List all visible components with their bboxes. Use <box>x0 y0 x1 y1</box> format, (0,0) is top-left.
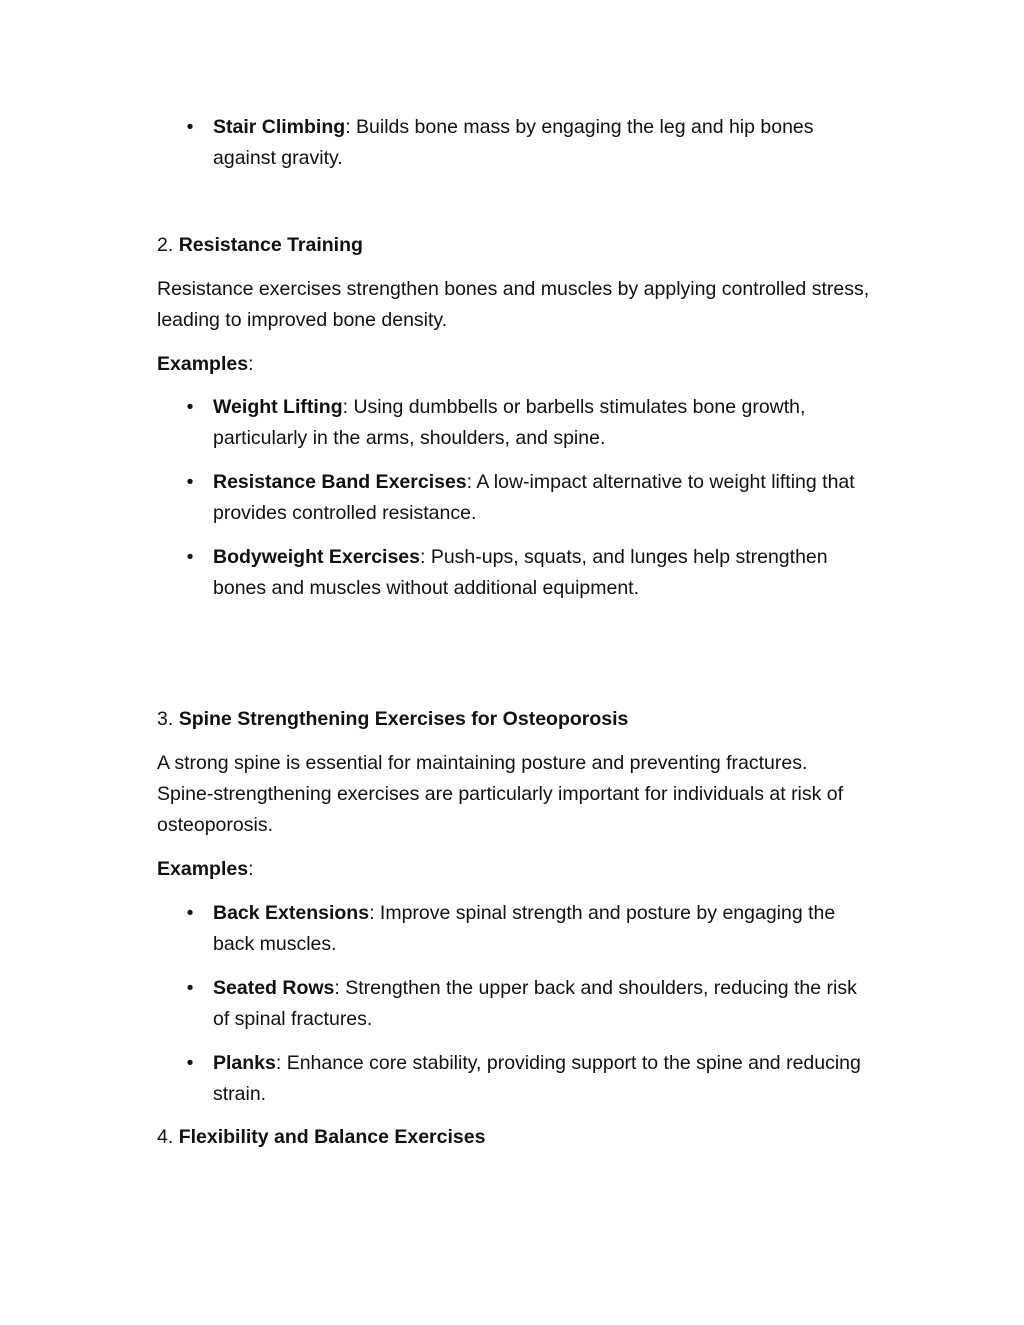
bullet-marker: • <box>186 546 194 568</box>
list-item-description: : Improve spinal strength and posture by engaging the back muscles. <box>213 902 836 955</box>
list-item-text <box>213 467 877 529</box>
examples-suffix: : <box>248 353 254 375</box>
list-item-term: Stair Climbing <box>213 116 346 138</box>
list-item-text <box>213 542 877 604</box>
list-item-description: : A low-impact alternative to weight lifting that provides controlled resistance. <box>213 471 855 524</box>
bullet-marker: • <box>186 1052 194 1074</box>
body-paragraph: Resistance exercises strengthen bones and muscles by applying controlled stress, leading to improved bone density. <box>157 278 870 331</box>
list-item-term: Resistance Band Exercises <box>213 471 467 493</box>
list-item-term: Back Extensions <box>213 902 370 924</box>
section-number: 2. <box>157 234 179 256</box>
examples-term: Examples <box>157 858 249 880</box>
list-item-description: : Strengthen the upper back and shoulders, reducing the risk of spinal fractures. <box>213 977 857 1030</box>
section-title: Resistance Training <box>178 234 363 256</box>
section-title: Flexibility and Balance Exercises <box>178 1126 486 1148</box>
list-item-description: : Push-ups, squats, and lunges help strengthen bones and muscles without additional equipment. <box>213 546 828 599</box>
section-heading <box>157 1122 877 1153</box>
list-item-description: : Builds bone mass by engaging the leg and hip bones against gravity. <box>213 116 814 169</box>
list-item-term: Weight Lifting <box>213 396 343 418</box>
list-item-term: Bodyweight Exercises <box>213 546 420 568</box>
section-number: 3. <box>157 708 179 730</box>
bullet-marker: • <box>186 116 194 138</box>
examples-term: Examples <box>157 353 249 375</box>
examples-label <box>157 349 877 380</box>
list-item-text <box>213 392 877 454</box>
body-paragraph: A strong spine is essential for maintaining posture and preventing fractures. Spine-strengthening exercises are particularly important for individuals at risk of osteoporosis. <box>157 752 844 836</box>
bullet-marker: • <box>186 977 194 999</box>
list-item-term: Planks <box>213 1052 276 1074</box>
list-item-text <box>213 898 877 960</box>
list-item-text <box>213 1048 877 1110</box>
section-heading <box>157 230 877 261</box>
section-number: 4. <box>157 1126 179 1148</box>
examples-suffix: : <box>248 858 254 880</box>
list-item-description: : Enhance core stability, providing support to the spine and reducing strain. <box>213 1052 861 1105</box>
list-item-text <box>213 112 877 174</box>
bullet-marker: • <box>186 902 194 924</box>
bullet-marker: • <box>186 396 194 418</box>
list-item-description: : Using dumbbells or barbells stimulates bone growth, particularly in the arms, shoulders, and spine. <box>213 396 806 449</box>
list-item-text <box>213 973 877 1035</box>
section-heading <box>157 704 877 735</box>
bullet-marker: • <box>186 471 194 493</box>
examples-label <box>157 854 877 885</box>
list-item-term: Seated Rows <box>213 977 335 999</box>
section-title: Spine Strengthening Exercises for Osteoporosis <box>178 708 629 730</box>
